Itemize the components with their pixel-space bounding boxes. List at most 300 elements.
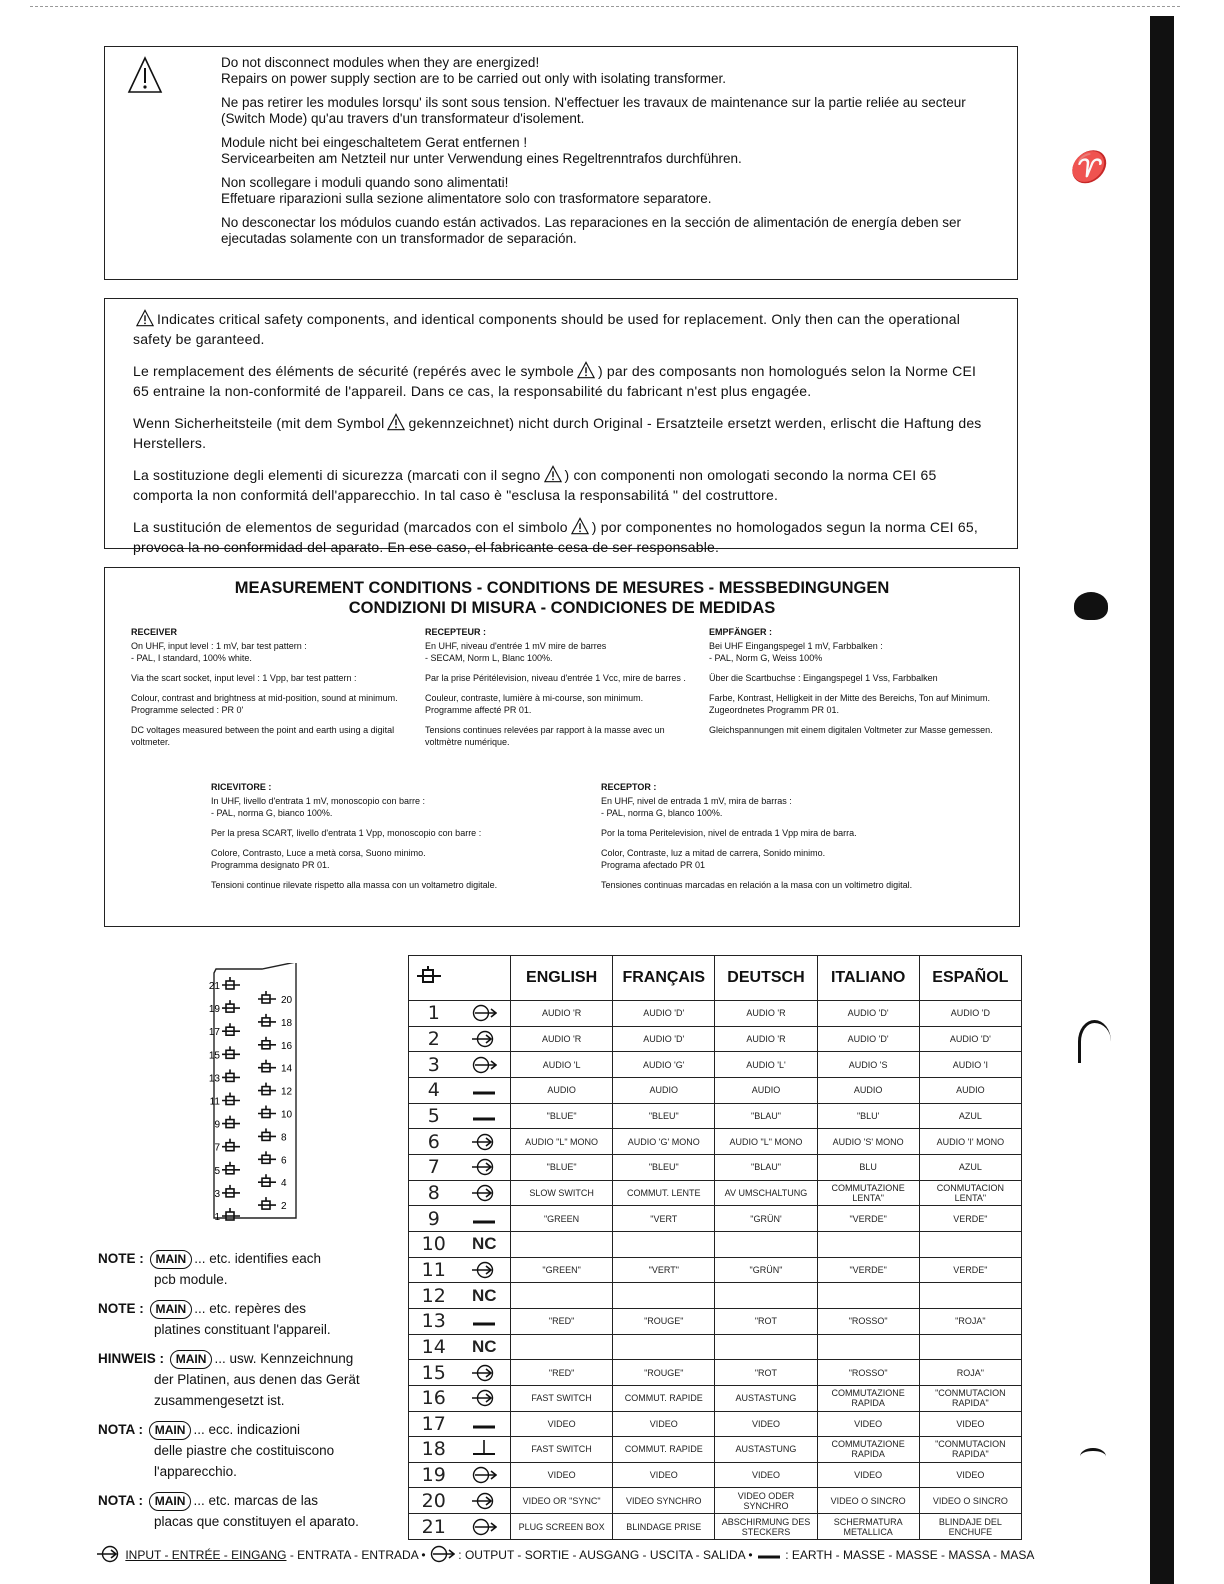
receptor-p2: Por la toma Peritelevision, nivel de entrada 1 Vpp mira de barra. (601, 828, 857, 838)
safety-it: La sostituzione degli elementi di sicurezza (marcati con il segno ) con componenti non omologati secondo la norma CEI 65 comporta la non conformitá dell'apparecchio. In tal caso è "esclusa la responsabilitá " del costruttore. (133, 467, 937, 503)
signal-cell: AUDIO 'S (817, 1052, 919, 1078)
signal-cell (817, 1283, 919, 1309)
safety-de: Wenn Sicherheitsteile (mit dem Symbol gekennzeichnet) nicht durch Original - Ersatzteile ersetzt werden, erlischt die Haftung des Herstellers. (133, 415, 982, 451)
scart-pin-label: 4 (281, 1178, 287, 1190)
signal-cell: "CONMUTACION RAPIDA" (919, 1437, 1021, 1463)
ricevitore-heading: RICEVITORE : (211, 782, 272, 792)
signal-cell: VIDEO (817, 1411, 919, 1437)
measurement-box (104, 567, 1020, 927)
pin-number: 1 (409, 1001, 459, 1027)
scan-edge-bar (1150, 16, 1174, 1584)
header-english: ENGLISH (511, 956, 613, 1001)
signal-cell: AUDIO 'R (511, 1026, 613, 1052)
signal-cell: "CONMUTACION RAPIDA" (919, 1385, 1021, 1411)
note-text-continued: delle piastre che costituiscono l'apparecchio. (154, 1443, 335, 1479)
signal-cell: SCHERMATURA METALLICA (817, 1514, 919, 1540)
in-symbol-icon (459, 1360, 511, 1386)
signal-cell: "ROUGE" (613, 1360, 715, 1386)
scart-pin-label: 15 (208, 1050, 220, 1062)
signal-cell: BLINDAGE PRISE (613, 1514, 715, 1540)
recepteur-p3: Couleur, contraste, lumière à mi-course, son minimum. Programme affecté PR 01. (425, 693, 644, 715)
table-row (409, 1206, 1022, 1232)
signal-cell (715, 1231, 817, 1257)
signal-cell (919, 1283, 1021, 1309)
signal-cell: VIDEO (715, 1462, 817, 1488)
table-row (409, 1231, 1022, 1257)
scart-pin-label: 2 (281, 1201, 287, 1213)
signal-cell: AZUL (919, 1154, 1021, 1180)
warning-triangle-icon (577, 361, 595, 383)
signal-cell: VIDEO (511, 1462, 613, 1488)
pin-number: 3 (409, 1052, 459, 1078)
table-row (409, 1077, 1022, 1103)
scart-pin-label: 21 (208, 981, 220, 992)
signal-cell: AUDIO 'D' (919, 1026, 1021, 1052)
signal-cell: AUDIO 'L (511, 1052, 613, 1078)
earth-symbol-icon (459, 1206, 511, 1232)
signal-cell: AUDIO 'D (919, 1001, 1021, 1027)
signal-cell: AUSTASTUNG (715, 1437, 817, 1463)
signal-cell: COMMUTAZIONE RAPIDA (817, 1437, 919, 1463)
pin-number: 6 (409, 1129, 459, 1155)
signal-cell: AUDIO (613, 1077, 715, 1103)
signal-cell: VERDE" (919, 1257, 1021, 1283)
pin-number: 8 (409, 1180, 459, 1206)
measurement-title (105, 578, 1019, 618)
warning-triangle-icon (127, 55, 163, 95)
signal-cell: "VERDE" (817, 1206, 919, 1232)
nc-label: NC (459, 1334, 511, 1360)
scart-pin (258, 1197, 287, 1212)
signal-cell: COMMUT. RAPIDE (613, 1437, 715, 1463)
signal-cell (613, 1283, 715, 1309)
header-francais: FRANÇAIS (613, 956, 715, 1001)
signal-cell: "BLEU" (613, 1154, 715, 1180)
safety-es: La sustitución de elementos de seguridad (marcados con el simbolo ) por componentes no homologados segun la norma CEI 65, provoca la no conformidad del aparato. En ese caso, el fabricante cesa de ser responsable. (133, 519, 978, 555)
signal-cell: "ROT (715, 1308, 817, 1334)
scart-pin-label: 19 (208, 1004, 220, 1016)
signal-cell (613, 1334, 715, 1360)
header-espanol: ESPAÑOL (919, 956, 1021, 1001)
notes (98, 1248, 398, 1540)
signal-cell: VERDE" (919, 1206, 1021, 1232)
empfaenger-p3: Farbe, Kontrast, Helligkeit in der Mitte des Bereichs, Ton auf Minimum. Zugeordnetes Programm PR 01. (709, 693, 990, 715)
signal-cell: "BLU' (817, 1103, 919, 1129)
scart-pin-label: 17 (208, 1027, 220, 1039)
scart-pin (258, 1174, 287, 1189)
scart-pin-label: 18 (281, 1017, 293, 1029)
in-symbol-icon (459, 1257, 511, 1283)
note-text: ... etc. repères des (194, 1301, 306, 1316)
in-symbol-icon (459, 1026, 511, 1052)
scart-pin (258, 1014, 293, 1029)
main-module-badge: MAIN (170, 1350, 213, 1369)
signal-cell: "ROUGE" (613, 1308, 715, 1334)
table-row (409, 1180, 1022, 1206)
signal-cell: "GRÜN' (715, 1206, 817, 1232)
signal-cell: AUDIO 'L' (715, 1052, 817, 1078)
pin-number: 13 (409, 1308, 459, 1334)
signal-cell (715, 1283, 817, 1309)
receiver-p1: On UHF, input level : 1 mV, bar test pattern : - PAL, I standard, 100% white. (131, 641, 307, 663)
scart-pin (214, 1185, 240, 1200)
signal-cell: AUDIO 'D' (613, 1026, 715, 1052)
scart-pin (214, 1116, 240, 1131)
signal-cell: AUDIO 'D' (613, 1001, 715, 1027)
table-row (409, 1334, 1022, 1360)
table-row (409, 1129, 1022, 1155)
signal-cell: VIDEO SYNCHRO (613, 1488, 715, 1514)
pin-number: 5 (409, 1103, 459, 1129)
table-row (409, 1103, 1022, 1129)
signal-cell: AUDIO 'G' (613, 1052, 715, 1078)
warning-text (221, 55, 1001, 255)
main-module-badge: MAIN (149, 1492, 192, 1511)
pin-number: 19 (409, 1462, 459, 1488)
scart-pin (258, 1083, 293, 1098)
warning-paragraph: Do not disconnect modules when they are energized! Repairs on power supply section are to be carried out only with isolating transformer. (221, 55, 727, 86)
scart-pin (258, 1106, 293, 1121)
receiver-p2: Via the scart socket, input level : 1 Vpp, bar test pattern : (131, 673, 357, 683)
signal-cell: VIDEO (511, 1411, 613, 1437)
table-row (409, 1283, 1022, 1309)
signal-cell: AUDIO 'I (919, 1052, 1021, 1078)
margin-mark (1080, 1448, 1106, 1465)
table-row (409, 1308, 1022, 1334)
scart-pin (258, 1128, 287, 1143)
in-symbol-icon (459, 1385, 511, 1411)
empfaenger-p1: Bei UHF Eingangspegel 1 mV, Farbbalken : - PAL, Norm G, Weiss 100% (709, 641, 883, 663)
signal-cell: AUDIO 'R (715, 1001, 817, 1027)
header-deutsch: DEUTSCH (715, 956, 817, 1001)
safety-box (104, 298, 1018, 555)
note-text: ... ecc. indicazioni (193, 1422, 300, 1437)
scart-pin-label: 16 (281, 1040, 293, 1052)
warning-paragraph: Ne pas retirer les modules lorsqu' ils sont sous tension. N'effectuer les travaux de maintenance sur la partie reliée au secteur (Switch Mode) qu'au travers d'un transformateur d'isolement. (221, 95, 966, 126)
signal-cell: AUDIO "L" MONO (715, 1129, 817, 1155)
main-module-badge: MAIN (149, 1421, 192, 1440)
pin-number: 16 (409, 1385, 459, 1411)
signal-cell: FAST SWITCH (511, 1385, 613, 1411)
signal-cell: "GREEN (511, 1206, 613, 1232)
scan-top-line (30, 6, 1180, 7)
input-symbol-icon (96, 1548, 122, 1562)
receiver-column (131, 626, 401, 756)
earth-symbol-icon (459, 1103, 511, 1129)
out-symbol-icon (459, 1001, 511, 1027)
scart-pin-label: 13 (208, 1073, 220, 1085)
note-text: ... usw. Kennzeichnung (214, 1351, 354, 1366)
signal-cell: "GRÜN" (715, 1257, 817, 1283)
earth-symbol-icon (459, 1308, 511, 1334)
out-symbol-icon (459, 1514, 511, 1540)
signal-cell: AUDIO 'D' (817, 1001, 919, 1027)
scart-pin-label: 7 (214, 1142, 220, 1154)
scart-pin (258, 1037, 293, 1052)
signal-cell (715, 1334, 817, 1360)
connector-icon (409, 956, 511, 1001)
out-symbol-icon (459, 1462, 511, 1488)
table-row (409, 1257, 1022, 1283)
recepteur-p2: Par la prise Péritélevision, niveau d'entrée 1 Vcc, mire de barres . (425, 673, 686, 683)
scart-pin-label: 8 (281, 1132, 287, 1144)
ricevitore-p1: In UHF, livello d'entrata 1 mV, monoscopio con barre : - PAL, norma G, bianco 100%. (211, 796, 425, 818)
out-symbol-icon (459, 1052, 511, 1078)
symbol-legend: INPUT - ENTRÉE - EINGANG - ENTRATA - ENTRADA • : OUTPUT - SORTIE - AUSGANG - USCITA - SALIDA • : EARTH - MASSE - MASSE - MASSA - MASA (96, 1545, 1026, 1563)
signal-cell (511, 1334, 613, 1360)
signal-cell: AUDIO 'R (715, 1026, 817, 1052)
table-row (409, 1488, 1022, 1514)
table-row (409, 1514, 1022, 1540)
main-module-badge: MAIN (150, 1300, 193, 1319)
note-label: NOTA : (98, 1422, 143, 1437)
measurement-title-line2: CONDIZIONI DI MISURA - CONDICIONES DE MEDIDAS (348, 599, 776, 617)
table-row (409, 1437, 1022, 1463)
signal-cell: "ROJA" (919, 1308, 1021, 1334)
signal-cell: COMMUT. LENTE (613, 1180, 715, 1206)
receptor-p4: Tensiones continuas marcadas en relación a la masa con un voltimetro digital. (601, 880, 913, 890)
table-row (409, 1001, 1022, 1027)
header-italiano: ITALIANO (817, 956, 919, 1001)
pin-number: 18 (409, 1437, 459, 1463)
note-item (98, 1248, 398, 1290)
warning-paragraph: Non scollegare i moduli quando sono alimentati! Effetuare riparazioni sulla sezione alimentatore solo con trasformatore separatore. (221, 175, 712, 206)
table-row (409, 1052, 1022, 1078)
pin-number: 2 (409, 1026, 459, 1052)
empfaenger-heading: EMPFÄNGER : (709, 627, 772, 637)
signal-cell: "BLAU" (715, 1154, 817, 1180)
signal-cell: "ROSSO" (817, 1308, 919, 1334)
signal-cell: BLU (817, 1154, 919, 1180)
measurement-title-line1: MEASUREMENT CONDITIONS - CONDITIONS DE MESURES - MESSBEDINGUNGEN (234, 579, 890, 597)
table-row (409, 1154, 1022, 1180)
signal-cell: "RED" (511, 1308, 613, 1334)
signal-cell: AUDIO 'I' MONO (919, 1129, 1021, 1155)
ricevitore-p2: Per la presa SCART, livello d'entrata 1 Vpp, monoscopio con barre : (211, 828, 482, 838)
receiver-heading: RECEIVER (131, 627, 178, 637)
signal-cell: COMMUTAZIONE RAPIDA (817, 1385, 919, 1411)
signal-cell: "VERT" (613, 1257, 715, 1283)
warning-triangle-icon (571, 517, 589, 539)
note-text-continued: der Platinen, aus denen das Gerät zusammengesetzt ist. (154, 1372, 360, 1408)
pin-number: 9 (409, 1206, 459, 1232)
note-item (98, 1298, 398, 1340)
receiver-p3: Colour, contrast and brightness at mid-position, sound at minimum. Programme selected : PR 0' (131, 693, 398, 715)
scart-pin-label: 5 (214, 1165, 220, 1177)
signal-cell (511, 1283, 613, 1309)
signal-cell: PLUG SCREEN BOX (511, 1514, 613, 1540)
signal-cell: AV UMSCHALTUNG (715, 1180, 817, 1206)
note-label: HINWEIS : (98, 1351, 164, 1366)
pin-number: 14 (409, 1334, 459, 1360)
warning-box (104, 46, 1018, 280)
margin-mark (1078, 1020, 1111, 1063)
recepteur-p1: En UHF, niveau d'entrée 1 mV mire de barres - SECAM, Norm L, Blanc 100%. (425, 641, 607, 663)
note-text-continued: platines constituant l'appareil. (154, 1322, 331, 1337)
pin-number: 7 (409, 1154, 459, 1180)
scart-pin (258, 991, 293, 1006)
binding-hole (1074, 592, 1108, 620)
pin-number: 11 (409, 1257, 459, 1283)
safety-text (133, 309, 995, 569)
ricevitore-p4: Tensioni continue rilevate rispetto alla massa con un voltametro digitale. (211, 880, 498, 890)
signal-cell: "BLUE" (511, 1103, 613, 1129)
receptor-column (601, 781, 961, 899)
scart-pin-label: 9 (214, 1119, 220, 1131)
signal-cell: VIDEO (919, 1411, 1021, 1437)
signal-cell: VIDEO (817, 1462, 919, 1488)
receiver-p4: DC voltages measured between the point and earth using a digital voltmeter. (131, 725, 395, 747)
recepteur-heading: RECEPTEUR : (425, 627, 487, 637)
safety-fr: Le remplacement des éléments de sécurité (repérés avec le symbole ) par des composants non homologués selon la Norme CEI 65 entraine la non-conformité de l'appareil. Dans ce cas, la responsabilité du fabricant n'est plus engagée. (133, 363, 977, 399)
signal-cell: AZUL (919, 1103, 1021, 1129)
scart-pin-label: 6 (281, 1155, 287, 1167)
signal-cell: AUDIO (919, 1077, 1021, 1103)
signal-cell: AUDIO 'G' MONO (613, 1129, 715, 1155)
pin-number: 10 (409, 1231, 459, 1257)
signal-cell: ROJA" (919, 1360, 1021, 1386)
output-symbol-icon (429, 1548, 455, 1562)
nc-label: NC (459, 1231, 511, 1257)
signal-cell: VIDEO (613, 1462, 715, 1488)
empfaenger-p4: Gleichspannungen mit einem digitalen Voltmeter zur Masse gemessen. (709, 725, 993, 735)
signal-cell (817, 1231, 919, 1257)
signal-cell: AUDIO 'D' (817, 1026, 919, 1052)
signal-cell: "VERT (613, 1206, 715, 1232)
main-module-badge: MAIN (150, 1250, 193, 1269)
scart-connector-diagram (206, 963, 306, 1225)
in-symbol-icon (459, 1180, 511, 1206)
signal-cell: SLOW SWITCH (511, 1180, 613, 1206)
signal-cell: VIDEO (919, 1462, 1021, 1488)
ricevitore-p3: Colore, Contrasto, Luce a metà corsa, Suono minimo. Programma designato PR 01. (211, 848, 426, 870)
scart-pin (258, 1060, 293, 1075)
pin-number: 12 (409, 1283, 459, 1309)
legend-earth: : EARTH - MASSE - MASSE - MASSA - MASA (785, 1548, 1035, 1562)
legend-output: : OUTPUT - SORTIE - AUSGANG - USCITA - SALIDA (458, 1548, 745, 1562)
signal-cell (613, 1231, 715, 1257)
signal-cell: VIDEO O SINCRO (817, 1488, 919, 1514)
receptor-p3: Color, Contraste, luz a mitad de carrera, Sonido minimo. Programa afectado PR 01 (601, 848, 826, 870)
note-text-continued: placas que constituyen el aparato. (154, 1514, 359, 1529)
empfaenger-p2: Über die Scartbuchse : Eingangspegel 1 Vss, Farbbalken (709, 673, 938, 683)
note-label: NOTA : (98, 1493, 143, 1508)
table-row (409, 1385, 1022, 1411)
scart-pin-table (408, 955, 1022, 1540)
in-symbol-icon (459, 1129, 511, 1155)
signal-cell (511, 1231, 613, 1257)
safety-en: Indicates critical safety components, and identical components should be used for replacement. Only then can the operational safety be garanteed. (133, 311, 961, 347)
scart-pin (214, 1162, 240, 1177)
signal-cell: "RED" (511, 1360, 613, 1386)
signal-cell: FAST SWITCH (511, 1437, 613, 1463)
signal-cell: VIDEO ODER SYNCHRO (715, 1488, 817, 1514)
signal-cell: "VERDE" (817, 1257, 919, 1283)
earth-symbol-icon (459, 1411, 511, 1437)
signal-cell: AUDIO "L" MONO (511, 1129, 613, 1155)
signal-cell: AUDIO (511, 1077, 613, 1103)
scart-pin-label: 20 (281, 995, 293, 1006)
warning-paragraph: Module nicht bei eingeschaltetem Gerat entfernen ! Servicearbeiten am Netzteil nur unter Verwendung eines Regeltrenntrafos durchführen. (221, 135, 742, 166)
in-symbol-icon (459, 1488, 511, 1514)
scart-pin-label: 12 (281, 1086, 293, 1098)
warning-triangle-icon (387, 413, 405, 435)
recepteur-column (425, 626, 695, 756)
pin-number: 4 (409, 1077, 459, 1103)
earth-symbol-icon (756, 1548, 782, 1562)
signal-cell: AUDIO (715, 1077, 817, 1103)
signal-cell: "BLAU" (715, 1103, 817, 1129)
scart-pin (214, 1139, 240, 1154)
signal-cell: AUSTASTUNG (715, 1385, 817, 1411)
signal-cell: VIDEO OR "SYNC" (511, 1488, 613, 1514)
warning-paragraph: No desconectar los módulos cuando están activados. Las reparaciones en la sección de alimentación de energía deben ser ejecutadas solamente con un transformador de separación. (221, 215, 961, 246)
signal-cell: "BLEU" (613, 1103, 715, 1129)
legend-input: INPUT - ENTRÉE - EINGANG (125, 1548, 287, 1562)
note-label: NOTE : (98, 1301, 144, 1316)
empfaenger-column (709, 626, 1009, 744)
signal-cell: VIDEO (613, 1411, 715, 1437)
table-row (409, 1462, 1022, 1488)
signal-cell (919, 1334, 1021, 1360)
ground-symbol-icon (459, 1437, 511, 1463)
signal-cell: CONMUTACION LENTA" (919, 1180, 1021, 1206)
signal-cell: VIDEO O SINCRO (919, 1488, 1021, 1514)
scart-pin-label: 3 (214, 1188, 220, 1200)
note-label: NOTE : (98, 1251, 144, 1266)
margin-mark: ♈ (1068, 150, 1106, 185)
ricevitore-column (211, 781, 541, 899)
table-row (409, 1026, 1022, 1052)
scart-pin-label: 10 (281, 1109, 293, 1121)
signal-cell: AUDIO 'R (511, 1001, 613, 1027)
note-text: ... etc. marcas de las (193, 1493, 318, 1508)
signal-cell (817, 1334, 919, 1360)
pin-number: 17 (409, 1411, 459, 1437)
signal-cell: AUDIO 'S' MONO (817, 1129, 919, 1155)
signal-cell: ABSCHIRMUNG DES STECKERS (715, 1514, 817, 1540)
signal-cell: "ROSSO" (817, 1360, 919, 1386)
warning-triangle-icon (136, 309, 154, 331)
note-item (98, 1490, 398, 1532)
note-text: ... etc. identifies each (194, 1251, 322, 1266)
signal-cell: "ROT (715, 1360, 817, 1386)
signal-cell: COMMUTAZIONE LENTA" (817, 1180, 919, 1206)
signal-cell: AUDIO (817, 1077, 919, 1103)
warning-triangle-icon (544, 465, 562, 487)
legend-input-rest: - ENTRATA - ENTRADA (289, 1548, 419, 1562)
in-symbol-icon (459, 1154, 511, 1180)
pin-number: 21 (409, 1514, 459, 1540)
scart-pin-label: 14 (281, 1063, 293, 1075)
table-row (409, 1360, 1022, 1386)
nc-label: NC (459, 1283, 511, 1309)
pin-number: 15 (409, 1360, 459, 1386)
signal-cell: "BLUE" (511, 1154, 613, 1180)
scart-pin (258, 1151, 287, 1166)
recepteur-p4: Tensions continues relevées par rapport à la masse avec un voltmètre numérique. (425, 725, 665, 747)
signal-cell: BLINDAJE DEL ENCHUFE (919, 1514, 1021, 1540)
signal-cell: VIDEO (715, 1411, 817, 1437)
scart-pin-label: 11 (209, 1096, 220, 1108)
signal-cell: COMMUT. RAPIDE (613, 1385, 715, 1411)
scart-pin (214, 1208, 240, 1223)
note-item (98, 1419, 398, 1482)
note-text-continued: pcb module. (154, 1272, 228, 1287)
table-row (409, 1411, 1022, 1437)
signal-cell: "GREEN" (511, 1257, 613, 1283)
receptor-p1: En UHF, nivel de entrada 1 mV, mira de barras : - PAL, norma G, blanco 100%. (601, 796, 792, 818)
